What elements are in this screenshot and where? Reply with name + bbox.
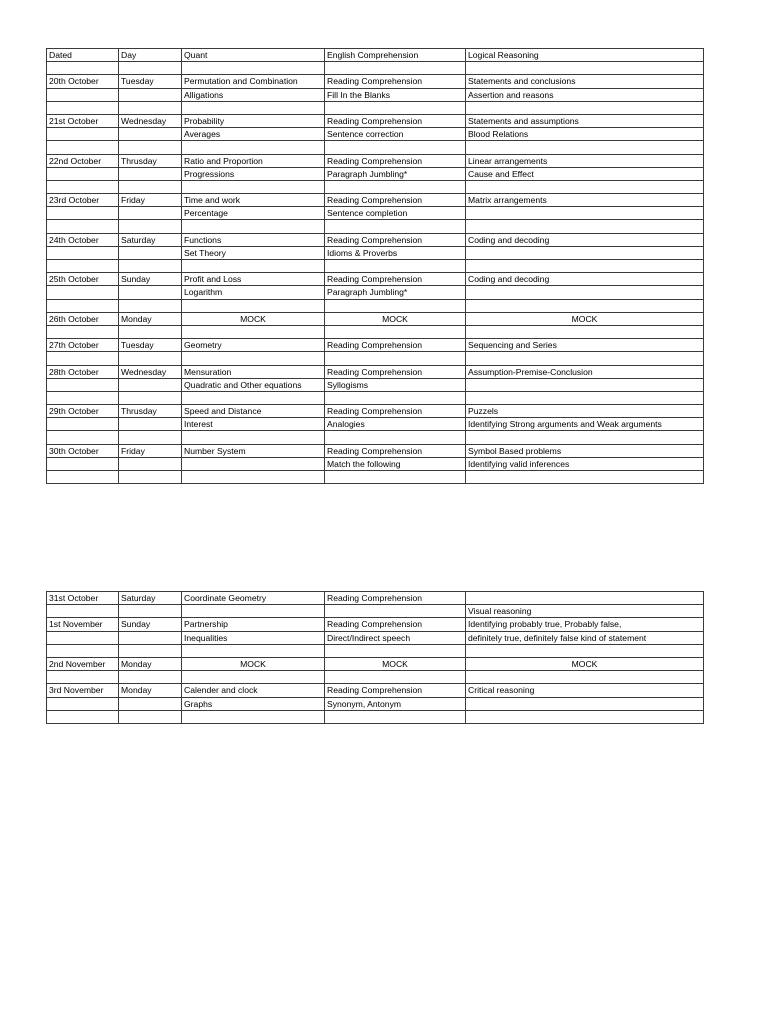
date-cell <box>47 299 119 312</box>
english-cell <box>325 471 466 484</box>
english-cell <box>325 299 466 312</box>
quant-cell <box>182 101 325 114</box>
reasoning-cell: Matrix arrangements <box>466 194 704 207</box>
date-cell: 30th October <box>47 444 119 457</box>
table-row <box>47 299 704 312</box>
reasoning-cell <box>466 378 704 391</box>
day-cell <box>119 378 182 391</box>
date-cell <box>47 671 119 684</box>
reasoning-cell <box>466 710 704 723</box>
reasoning-cell <box>466 101 704 114</box>
table-row <box>47 339 704 352</box>
table-row <box>47 457 704 470</box>
date-cell: 21st October <box>47 114 119 127</box>
quant-cell: Graphs <box>182 697 325 710</box>
reasoning-cell: Statements and conclusions <box>466 75 704 88</box>
day-cell: Monday <box>119 684 182 697</box>
date-cell <box>47 101 119 114</box>
reasoning-cell: Coding and decoding <box>466 233 704 246</box>
date-cell <box>47 325 119 338</box>
date-cell <box>47 141 119 154</box>
english-cell: Match the following <box>325 457 466 470</box>
reasoning-cell <box>466 207 704 220</box>
english-cell <box>325 671 466 684</box>
reasoning-cell: Assumption-Premise-Conclusion <box>466 365 704 378</box>
day-cell <box>119 457 182 470</box>
date-cell: 28th October <box>47 365 119 378</box>
reasoning-cell <box>466 644 704 657</box>
quant-cell <box>182 391 325 404</box>
date-cell: 26th October <box>47 312 119 325</box>
reasoning-cell <box>466 220 704 233</box>
day-cell <box>119 697 182 710</box>
table-row <box>47 671 704 684</box>
english-cell: Analogies <box>325 418 466 431</box>
english-cell: Synonym, Antonym <box>325 697 466 710</box>
table-row <box>47 128 704 141</box>
reasoning-cell: Visual reasoning <box>466 605 704 618</box>
quant-cell: Progressions <box>182 167 325 180</box>
english-cell: Fill In the Blanks <box>325 88 466 101</box>
table-row <box>47 605 704 618</box>
reasoning-cell: Linear arrangements <box>466 154 704 167</box>
reasoning-cell: MOCK <box>466 312 704 325</box>
day-cell: Saturday <box>119 592 182 605</box>
table-row <box>47 418 704 431</box>
table-row <box>47 101 704 114</box>
english-cell <box>325 260 466 273</box>
english-cell: Sentence correction <box>325 128 466 141</box>
table-row <box>47 325 704 338</box>
english-cell: Reading Comprehension <box>325 114 466 127</box>
date-cell <box>47 431 119 444</box>
english-cell: Reading Comprehension <box>325 154 466 167</box>
schedule-table-body <box>47 592 704 724</box>
table-row <box>47 141 704 154</box>
day-cell: Friday <box>119 194 182 207</box>
reasoning-cell <box>466 299 704 312</box>
english-cell <box>325 431 466 444</box>
english-cell: Reading Comprehension <box>325 233 466 246</box>
date-cell <box>47 167 119 180</box>
day-cell <box>119 260 182 273</box>
table-row <box>47 697 704 710</box>
quant-cell: Calender and clock <box>182 684 325 697</box>
table-row <box>47 391 704 404</box>
date-cell: 22nd October <box>47 154 119 167</box>
quant-cell <box>182 710 325 723</box>
table-row <box>47 273 704 286</box>
quant-cell: Number System <box>182 444 325 457</box>
table-row <box>47 431 704 444</box>
day-cell <box>119 128 182 141</box>
quant-cell: Time and work <box>182 194 325 207</box>
quant-cell <box>182 141 325 154</box>
table-row <box>47 88 704 101</box>
reasoning-cell: Statements and assumptions <box>466 114 704 127</box>
table-row <box>47 352 704 365</box>
quant-cell: Probability <box>182 114 325 127</box>
table-row <box>47 194 704 207</box>
english-cell: Reading Comprehension <box>325 684 466 697</box>
date-cell: 2nd November <box>47 657 119 670</box>
reasoning-cell: Blood Relations <box>466 128 704 141</box>
quant-cell: Functions <box>182 233 325 246</box>
day-cell <box>119 286 182 299</box>
quant-cell: Permutation and Combination <box>182 75 325 88</box>
day-cell <box>119 62 182 75</box>
reasoning-cell <box>466 286 704 299</box>
english-cell: Paragraph Jumbling* <box>325 167 466 180</box>
english-cell: Reading Comprehension <box>325 75 466 88</box>
quant-cell <box>182 431 325 444</box>
table-row <box>47 233 704 246</box>
day-cell: Tuesday <box>119 339 182 352</box>
reasoning-cell: Symbol Based problems <box>466 444 704 457</box>
day-cell: Thrusday <box>119 405 182 418</box>
english-cell: Direct/Indirect speech <box>325 631 466 644</box>
quant-cell: Averages <box>182 128 325 141</box>
table-row <box>47 684 704 697</box>
date-cell <box>47 286 119 299</box>
english-cell <box>325 352 466 365</box>
day-cell <box>119 246 182 259</box>
date-cell <box>47 62 119 75</box>
day-cell <box>119 299 182 312</box>
date-cell <box>47 605 119 618</box>
table-row <box>47 154 704 167</box>
quant-cell <box>182 471 325 484</box>
reasoning-cell: Identifying Strong arguments and Weak arguments <box>466 418 704 431</box>
reasoning-cell <box>466 325 704 338</box>
reasoning-cell: Identifying probably true, Probably false, <box>466 618 704 631</box>
reasoning-cell: MOCK <box>466 657 704 670</box>
day-cell: Monday <box>119 312 182 325</box>
english-cell: MOCK <box>325 657 466 670</box>
date-cell: 3rd November <box>47 684 119 697</box>
day-cell: Wednesday <box>119 365 182 378</box>
english-cell <box>325 141 466 154</box>
table-row <box>47 260 704 273</box>
table-row <box>47 618 704 631</box>
reasoning-cell: Puzzels <box>466 405 704 418</box>
quant-cell <box>182 325 325 338</box>
english-cell: Reading Comprehension <box>325 444 466 457</box>
day-cell <box>119 167 182 180</box>
day-cell: Friday <box>119 444 182 457</box>
quant-cell: Quadratic and Other equations <box>182 378 325 391</box>
english-cell: Reading Comprehension <box>325 592 466 605</box>
reasoning-cell: Cause and Effect <box>466 167 704 180</box>
table-row <box>47 710 704 723</box>
date-cell <box>47 391 119 404</box>
date-cell <box>47 378 119 391</box>
table-row <box>47 444 704 457</box>
english-cell: Reading Comprehension <box>325 339 466 352</box>
reasoning-cell: Critical reasoning <box>466 684 704 697</box>
english-cell <box>325 391 466 404</box>
table-row <box>47 220 704 233</box>
day-cell <box>119 471 182 484</box>
quant-cell: Coordinate Geometry <box>182 592 325 605</box>
date-cell <box>47 128 119 141</box>
date-cell <box>47 352 119 365</box>
english-cell <box>325 710 466 723</box>
quant-cell: Alligations <box>182 88 325 101</box>
day-cell: Tuesday <box>119 75 182 88</box>
day-cell: Saturday <box>119 233 182 246</box>
date-cell: 23rd October <box>47 194 119 207</box>
day-cell <box>119 220 182 233</box>
reasoning-cell <box>466 431 704 444</box>
date-cell <box>47 260 119 273</box>
quant-cell: Partnership <box>182 618 325 631</box>
reasoning-cell <box>466 697 704 710</box>
reasoning-cell <box>466 141 704 154</box>
day-cell <box>119 431 182 444</box>
quant-cell: Geometry <box>182 339 325 352</box>
quant-cell: Inequalities <box>182 631 325 644</box>
day-cell <box>119 101 182 114</box>
english-cell: Paragraph Jumbling* <box>325 286 466 299</box>
quant-cell <box>182 605 325 618</box>
header-row <box>47 49 704 62</box>
date-cell <box>47 457 119 470</box>
schedule-table-body <box>47 49 704 484</box>
quant-cell: MOCK <box>182 312 325 325</box>
date-cell <box>47 88 119 101</box>
reasoning-cell: Coding and decoding <box>466 273 704 286</box>
table-row <box>47 631 704 644</box>
english-cell: English Comprehension <box>325 49 466 62</box>
english-cell: Reading Comprehension <box>325 618 466 631</box>
quant-cell: Mensuration <box>182 365 325 378</box>
table-row <box>47 592 704 605</box>
quant-cell: MOCK <box>182 657 325 670</box>
english-cell <box>325 325 466 338</box>
date-cell <box>47 180 119 193</box>
schedule-table-november <box>46 591 704 724</box>
date-cell <box>47 631 119 644</box>
date-cell: 25th October <box>47 273 119 286</box>
table-row <box>47 75 704 88</box>
reasoning-cell <box>466 180 704 193</box>
schedule-table-october <box>46 48 704 484</box>
quant-cell: Quant <box>182 49 325 62</box>
quant-cell <box>182 644 325 657</box>
day-cell <box>119 88 182 101</box>
english-cell: Reading Comprehension <box>325 365 466 378</box>
quant-cell <box>182 220 325 233</box>
quant-cell: Ratio and Proportion <box>182 154 325 167</box>
english-cell <box>325 220 466 233</box>
english-cell: Sentence completion <box>325 207 466 220</box>
reasoning-cell <box>466 260 704 273</box>
reasoning-cell <box>466 246 704 259</box>
reasoning-cell: Assertion and reasons <box>466 88 704 101</box>
day-cell <box>119 710 182 723</box>
table-row <box>47 365 704 378</box>
english-cell <box>325 644 466 657</box>
day-cell <box>119 644 182 657</box>
table-row <box>47 312 704 325</box>
reasoning-cell: Logical Reasoning <box>466 49 704 62</box>
reasoning-cell: Identifying valid inferences <box>466 457 704 470</box>
english-cell: Reading Comprehension <box>325 194 466 207</box>
quant-cell: Profit and Loss <box>182 273 325 286</box>
table-row <box>47 114 704 127</box>
date-cell <box>47 710 119 723</box>
quant-cell <box>182 299 325 312</box>
english-cell <box>325 605 466 618</box>
day-cell: Day <box>119 49 182 62</box>
date-cell <box>47 697 119 710</box>
day-cell: Sunday <box>119 618 182 631</box>
quant-cell: Speed and Distance <box>182 405 325 418</box>
date-cell: 29th October <box>47 405 119 418</box>
reasoning-cell <box>466 671 704 684</box>
table-row <box>47 207 704 220</box>
english-cell <box>325 180 466 193</box>
date-cell <box>47 418 119 431</box>
date-cell: 1st November <box>47 618 119 631</box>
table-row <box>47 657 704 670</box>
day-cell <box>119 141 182 154</box>
day-cell: Sunday <box>119 273 182 286</box>
date-cell: Dated <box>47 49 119 62</box>
quant-cell <box>182 457 325 470</box>
table-row <box>47 180 704 193</box>
quant-cell <box>182 260 325 273</box>
table-row <box>47 378 704 391</box>
date-cell: 31st October <box>47 592 119 605</box>
table-row <box>47 644 704 657</box>
date-cell <box>47 246 119 259</box>
day-cell <box>119 207 182 220</box>
table-row <box>47 62 704 75</box>
day-cell <box>119 418 182 431</box>
quant-cell: Logarithm <box>182 286 325 299</box>
date-cell <box>47 644 119 657</box>
reasoning-cell <box>466 62 704 75</box>
day-cell <box>119 605 182 618</box>
quant-cell: Percentage <box>182 207 325 220</box>
reasoning-cell <box>466 352 704 365</box>
english-cell: Syllogisms <box>325 378 466 391</box>
english-cell <box>325 101 466 114</box>
quant-cell: Interest <box>182 418 325 431</box>
english-cell: MOCK <box>325 312 466 325</box>
english-cell: Idioms & Proverbs <box>325 246 466 259</box>
quant-cell <box>182 352 325 365</box>
date-cell <box>47 220 119 233</box>
reasoning-cell <box>466 471 704 484</box>
day-cell <box>119 631 182 644</box>
reasoning-cell: Sequencing and Series <box>466 339 704 352</box>
table-row <box>47 405 704 418</box>
date-cell: 24th October <box>47 233 119 246</box>
day-cell <box>119 671 182 684</box>
day-cell: Monday <box>119 657 182 670</box>
reasoning-cell: definitely true, definitely false kind of statement <box>466 631 704 644</box>
table-row <box>47 471 704 484</box>
quant-cell <box>182 62 325 75</box>
date-cell: 27th October <box>47 339 119 352</box>
date-cell <box>47 471 119 484</box>
reasoning-cell <box>466 592 704 605</box>
day-cell <box>119 325 182 338</box>
table-row <box>47 286 704 299</box>
day-cell <box>119 391 182 404</box>
english-cell: Reading Comprehension <box>325 405 466 418</box>
day-cell <box>119 352 182 365</box>
reasoning-cell <box>466 391 704 404</box>
quant-cell: Set Theory <box>182 246 325 259</box>
quant-cell <box>182 671 325 684</box>
quant-cell <box>182 180 325 193</box>
day-cell: Thrusday <box>119 154 182 167</box>
english-cell: Reading Comprehension <box>325 273 466 286</box>
table-row <box>47 167 704 180</box>
date-cell: 20th October <box>47 75 119 88</box>
english-cell <box>325 62 466 75</box>
day-cell <box>119 180 182 193</box>
day-cell: Wednesday <box>119 114 182 127</box>
table-row <box>47 246 704 259</box>
date-cell <box>47 207 119 220</box>
